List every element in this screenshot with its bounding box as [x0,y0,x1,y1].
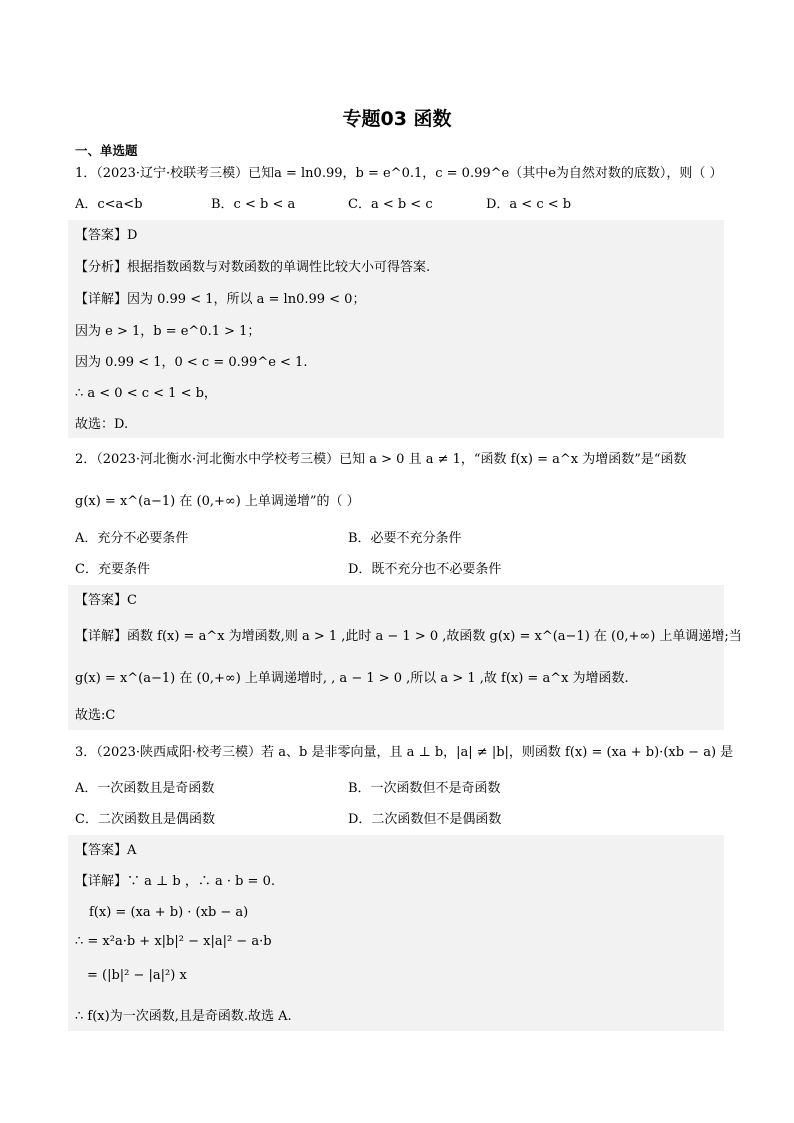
q2-detail-line-1: 【详解】函数 f(x) = a^x 为增函数,则 a > 1 ,此时 a − 1 > 0 ,故函数 g(x) = x^(a−1) 在 (0,+∞) 上单调递增;当 [75,629,742,644]
q3-option-d: D．二次函数但不是偶函数 [348,812,502,827]
q3-stem: 3．（2023·陕西咸阳·校考三模）若 a、b 是非零向量，且 a ⊥ b，|a| ≠ |b|，则函数 f(x) = (xa + b)·(xb − a) 是 [75,745,734,760]
q2-option-b: B．必要不充分条件 [348,531,462,546]
q2-detail-line-2: g(x) = x^(a−1) 在 (0,+∞) 上单调递增时, , a − 1 > 0 ,所以 a > 1 ,故 f(x) = a^x 为增函数. [75,671,629,686]
q3-equation-3: = (|b|² − |a|²) x [87,968,187,983]
q2-option-c: C．充要条件 [75,562,150,577]
q3-option-c: C．二次函数且是偶函数 [75,812,215,827]
q2-detail-line-3: 故选:C [75,708,116,723]
q1-analysis: 【分析】根据指数函数与对数函数的单调性比较大小可得答案. [75,260,431,275]
q1-detail-line-3: 因为 0.99 < 1，0 < c = 0.99^e < 1. [75,355,308,370]
q1-stem: 1．（2023·辽宁·校联考三模）已知a = ln0.99，b = e^0.1，c = 0.99^e（其中e为自然对数的底数），则（ ） [75,166,723,181]
q3-answer: 【答案】A [75,843,137,858]
q2-answer: 【答案】C [75,593,137,608]
q1-detail-line-1: 【详解】因为 0.99 < 1，所以 a = ln0.99 < 0； [75,292,366,307]
q1-answer: 【答案】D [75,228,138,243]
q1-option-c: C．a < b < c [348,197,433,212]
q1-option-b: B．c < b < a [211,197,296,212]
q1-option-a: A．c<a<b [75,197,143,212]
q2-stem-line-1: 2．（2023·河北衡水·河北衡水中学校考三模）已知 a > 0 且 a ≠ 1，“函数 f(x) = a^x 为增函数”是“函数 [75,452,687,467]
q3-option-b: B．一次函数但不是奇函数 [348,781,501,796]
q2-option-a: A．充分不必要条件 [75,531,189,546]
q3-equation-1: f(x) = (xa + b) · (xb − a) [89,905,249,920]
q3-detail-line-1: 【详解】∵ a ⊥ b ，∴ a · b = 0. [75,874,275,889]
q2-stem-line-2: g(x) = x^(a−1) 在 (0,+∞) 上单调递增”的（ ） [75,494,360,509]
q3-option-a: A．一次函数且是奇函数 [75,781,215,796]
q2-option-d: D．既不充分也不必要条件 [348,562,502,577]
q3-detail-line-2: ∴ f(x)为一次函数,且是奇函数.故选 A. [75,1009,292,1024]
page-title: 专题03 函数 [342,108,452,130]
section-heading: 一、单选题 [75,143,138,158]
q2-solution-box [68,585,724,730]
q1-detail-line-5: 故选：D. [75,417,129,432]
q3-equation-2: ∴ = x²a·b + x|b|² − x|a|² − a·b [75,934,272,949]
q1-detail-line-2: 因为 e > 1，b = e^0.1 > 1； [75,324,261,339]
q1-option-d: D．a < c < b [486,197,572,212]
q1-detail-line-4: ∴ a < 0 < c < 1 < b， [75,386,217,401]
